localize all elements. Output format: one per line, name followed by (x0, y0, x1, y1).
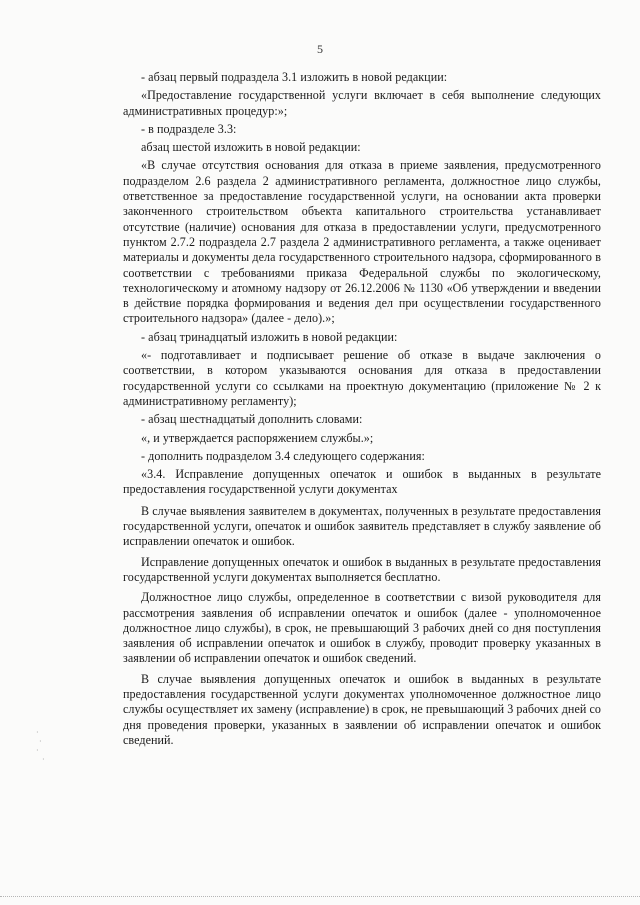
paragraph-13: Исправление допущенных опечаток и ошибок в выданных в результате предоставления государственной услуги документах выполняется бесплатно. (123, 554, 601, 584)
paragraph-11: «3.4. Исправление допущенных опечаток и ошибок в выданных в результате предоставления государственной услуги документах (123, 467, 601, 497)
paragraph-4: абзац шестой изложить в новой редакции: (141, 140, 361, 155)
paragraph-15: В случае выявления допущенных опечаток и ошибок в выданных в результате предоставления государственной услуги документах уполномоченное должностное лицо службы осуществляет их замену (исправление) в срок, не превышающий 3 рабочих дней со дня проведения проверки, указанных в заявлении об исправлении опечаток и ошибок сведений. (123, 671, 601, 747)
paragraph-3: - в подразделе 3.3: (141, 121, 237, 136)
document-body (123, 70, 601, 753)
paragraph-1: - абзац первый подраздела 3.1 изложить в новой редакции: (141, 70, 448, 84)
paragraph-8: - абзац шестнадцатый дополнить словами: (141, 412, 363, 427)
paragraph-12: В случае выявления заявителем в документах, полученных в результате предоставления государственной услуги, опечаток и ошибок заявитель представляет в службу заявление об исправлении опечаток и ошибок. (123, 503, 601, 549)
page-bottom-edge (0, 896, 640, 897)
paragraph-6: - абзац тринадцатый изложить в новой редакции: (141, 329, 398, 344)
scan-artifact-dots: · · · · (36, 728, 46, 764)
paragraph-5: «В случае отсутствия основания для отказа в приеме заявления, предусмотренного подразделом 2.6 раздела 2 административного регламента, должностное лицо службы, ответственное за предоставление государственной услуги, на основании акта проверки законченного строительством объекта капитального строительства устанавливает отсутствие (наличие) основания для отказа в предоставлении услуги, предусмотренного пунктом 2.7.2 подраздела 2.7 раздела 2 административного регламента, а также оценивает материалы и документы дела государственного строительного надзора, сформированного в соответствии с требованиями приказа Федеральной службы по экологическому, технологическому и атомному надзору от 26.12.2006 № 1130 «Об утверждении и введении в действие порядка формирования и ведения дел при осуществлении государственного строительного надзора» (далее - дело).»; (123, 158, 601, 326)
paragraph-2: «Предоставление государственной услуги включает в себя выполнение следующих административных процедур:»; (123, 88, 601, 118)
paragraph-10: - дополнить подразделом 3.4 следующего содержания: (141, 448, 425, 463)
paragraph-9: «, и утверждается распоряжением службы.»; (141, 430, 374, 445)
page-number: 5 (317, 42, 323, 56)
paragraph-7: «- подготавливает и подписывает решение об отказе в выдаче заключения о соответствии, в котором указываются основания для отказа в предоставлении государственной услуги со ссылками на проектную документацию (приложение № 2 к административному регламенту); (123, 348, 601, 408)
paragraph-14: Должностное лицо службы, определенное в соответствии с визой руководителя для рассмотрения заявления об исправлении опечаток и ошибок (далее - уполномоченное должностное лицо службы), в срок, не превышающий 3 рабочих дней со дня поступления заявления об исправлении опечаток и ошибок в службу, проводит проверку указанных в заявлении об исправлении опечаток и ошибок сведений. (123, 590, 601, 666)
